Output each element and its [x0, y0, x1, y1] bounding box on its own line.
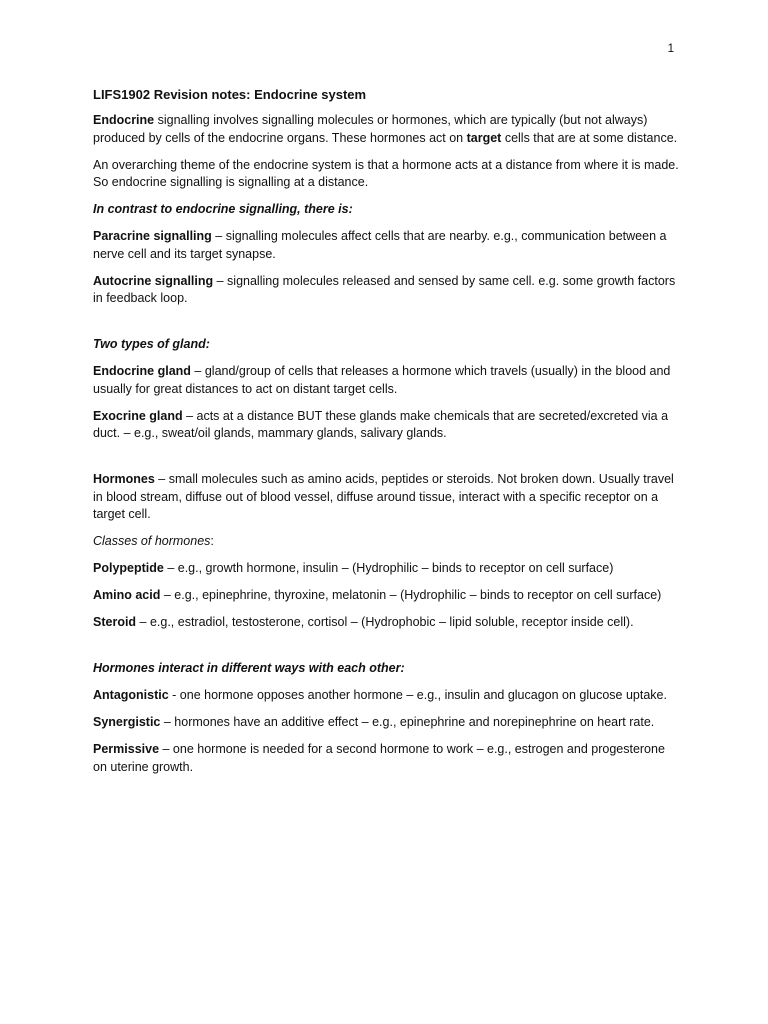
term-polypeptide: Polypeptide — [93, 561, 164, 575]
term-paracrine: Paracrine signalling — [93, 229, 212, 243]
hormone-classes-label: Classes of hormones — [93, 534, 211, 548]
hormones-text: – small molecules such as amino acids, peptides or steroids. Not broken down. Usually travel in blood stream, diffuse out of blood vessel, diffuse around tissue, interact with a specific receptor on a target cell. — [93, 472, 674, 521]
permissive-paragraph — [93, 741, 679, 776]
term-synergistic: Synergistic — [93, 715, 161, 729]
overarching-theme-paragraph: An overarching theme of the endocrine system is that a hormone acts at a distance from where it is made. So endocrine signalling is signalling at a distance. — [93, 157, 679, 189]
hormone-classes-colon: : — [210, 534, 214, 548]
spacer — [93, 641, 679, 660]
term-amino-acid: Amino acid — [93, 588, 161, 602]
document-title: LIFS1902 Revision notes: Endocrine system — [93, 87, 367, 102]
synergistic-text: – hormones have an additive effect – e.g., epinephrine and norepinephrine on heart rate. — [160, 715, 655, 729]
permissive-text: – one hormone is needed for a second hormone to work – e.g., estrogen and progesterone on uterine growth. — [93, 742, 665, 774]
antagonistic-text: - one hormone opposes another hormone – e.g., insulin and glucagon on glucose uptake. — [168, 688, 667, 702]
intro-text-a: signalling involves signalling molecules or hormones, which are typically (but not always) produced by cells of the endocrine organs. These hormones act on — [93, 113, 648, 145]
amino-acid-text: – e.g., epinephrine, thyroxine, melatonin – (Hydrophilic – binds to receptor on cell surface) — [160, 588, 662, 602]
term-steroid: Steroid — [93, 615, 137, 629]
polypeptide-text: – e.g., growth hormone, insulin – (Hydrophilic – binds to receptor on cell surface) — [163, 561, 614, 575]
hormone-classes-heading — [93, 533, 679, 551]
term-permissive: Permissive — [93, 742, 160, 756]
term-exocrine-gland: Exocrine gland — [93, 408, 183, 423]
term-autocrine: Autocrine signalling — [93, 273, 214, 288]
exocrine-gland-text: – acts at a distance BUT these glands make chemicals that are secreted/excreted via a duct. – e.g., sweat/oil glands, mammary glands, salivary glands. — [93, 408, 669, 440]
term-hormones: Hormones — [93, 472, 155, 486]
amino-acid-paragraph — [93, 587, 679, 605]
steroid-text: – e.g., estradiol, testosterone, cortisol – (Hydrophobic – lipid soluble, receptor inside cell). — [136, 615, 634, 629]
hormones-paragraph — [93, 471, 679, 524]
synergistic-paragraph — [93, 714, 679, 732]
exocrine-gland-paragraph — [93, 408, 679, 443]
autocrine-text: – signalling molecules released and sensed by same cell. e.g. some growth factors in feedback loop. — [93, 273, 676, 305]
spacer — [93, 452, 679, 471]
polypeptide-paragraph — [93, 560, 679, 578]
page-number: 1 — [667, 43, 674, 55]
contrast-heading: In contrast to endocrine signalling, there is: — [93, 202, 353, 216]
steroid-paragraph — [93, 614, 679, 632]
endocrine-intro-paragraph — [93, 112, 679, 147]
interactions-heading: Hormones interact in different ways with each other: — [93, 661, 405, 675]
gland-types-heading: Two types of gland: — [93, 337, 210, 351]
term-endocrine-gland: Endocrine gland — [93, 364, 191, 378]
endocrine-gland-paragraph — [93, 363, 679, 398]
intro-text-b: cells that are at some distance. — [501, 130, 678, 145]
paracrine-paragraph — [93, 228, 679, 263]
antagonistic-paragraph — [93, 687, 679, 705]
autocrine-paragraph — [93, 273, 679, 308]
spacer — [93, 317, 679, 336]
term-target: target — [466, 130, 502, 145]
term-antagonistic: Antagonistic — [93, 688, 169, 702]
endocrine-gland-text: – gland/group of cells that releases a hormone which travels (usually) in the blood and usually for great distances to act on distant target cells. — [93, 364, 671, 396]
paracrine-text: – signalling molecules affect cells that are nearby. e.g., communication between a nerve cell and its target synapse. — [93, 229, 667, 261]
document-body — [93, 86, 679, 786]
term-endocrine: Endocrine — [93, 113, 155, 127]
